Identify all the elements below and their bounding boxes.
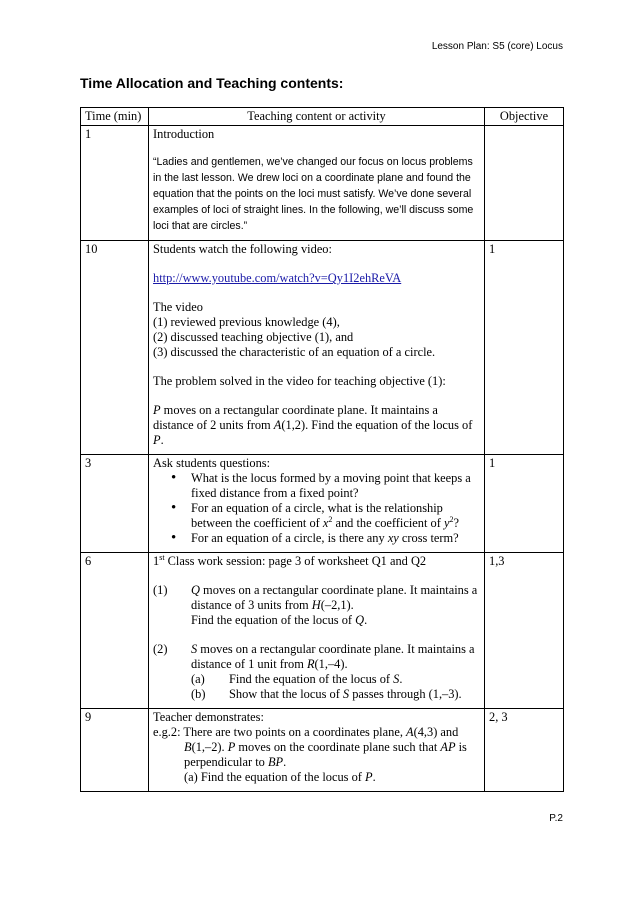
table-row <box>81 455 564 553</box>
objective-cell: 1 <box>485 455 564 553</box>
objective-cell: 1,3 <box>485 553 564 709</box>
list-item: • For an equation of a circle, is there any xy cross term? <box>153 531 480 546</box>
question-1 <box>153 583 480 628</box>
header-content: Teaching content or activity <box>149 108 485 126</box>
header-objective: Objective <box>485 108 564 126</box>
problem-intro: The problem solved in the video for teaching objective (1): <box>153 374 446 388</box>
question-number: (2) <box>153 642 168 656</box>
video-point: (1) reviewed previous knowledge (4), <box>153 315 340 329</box>
content-cell <box>149 553 485 709</box>
video-point: (2) discussed teaching objective (1), and <box>153 330 354 344</box>
objective-cell: 1 <box>485 241 564 455</box>
section-title: Time Allocation and Teaching contents: <box>80 75 344 91</box>
content-cell <box>149 455 485 553</box>
time-cell: 6 <box>81 553 149 709</box>
intro-quote: “Ladies and gentlemen, we’ve changed our focus on locus problems in the last lesson. We drew loci on a coordinate plane and found the equation that the points on the loci must satisfy. We’ve done several examples of loci of straight lines. In the following, we’ll discuss some loci that are circles.” <box>153 156 474 232</box>
content-cell <box>149 126 485 241</box>
var-p: P <box>153 403 161 417</box>
table-header-row <box>81 108 564 126</box>
sub-question-text: Find the equation of the locus of S. <box>229 672 403 686</box>
problem-text: P moves on a rectangular coordinate plane. It maintains a distance of 2 units from A(1,2). Find the equation of the locus of P. <box>153 403 473 447</box>
example-part-a: (a) Find the equation of the locus of P. <box>184 770 376 784</box>
video-intro: Students watch the following video: <box>153 242 332 256</box>
time-cell: 3 <box>81 455 149 553</box>
content-cell <box>149 241 485 455</box>
demo-intro: Teacher demonstrates: <box>153 710 264 724</box>
video-point: (3) discussed the characteristic of an equation of a circle. <box>153 345 436 359</box>
time-cell: 10 <box>81 241 149 455</box>
questions-intro: Ask students questions: <box>153 456 271 470</box>
session-title: 1st Class work session: page 3 of worksheet Q1 and Q2 <box>153 552 427 568</box>
sub-question-b: (b) Show that the locus of S passes through (1,–3). <box>191 687 462 701</box>
objective-cell <box>485 126 564 241</box>
time-cell: 9 <box>81 709 149 792</box>
example-text: e.g.2: There are two points on a coordinates plane, A(4,3) and B(1,–2). P moves on the coordinate plane such that AP is perpendicular to BP. <box>153 725 467 769</box>
video-heading: The video <box>153 300 203 314</box>
list-item: • What is the locus formed by a moving point that keeps a fixed distance from a fixed point? <box>153 471 480 501</box>
table-row <box>81 709 564 792</box>
questions-list <box>153 471 480 546</box>
content-cell <box>149 709 485 792</box>
page-number: P.2 <box>549 813 563 824</box>
row-title: Introduction <box>153 127 215 141</box>
question-text: Q moves on a rectangular coordinate plane. It maintains a distance of 3 units from H(–2,1). <box>191 583 478 612</box>
page-header: Lesson Plan: S5 (core) Locus <box>431 41 563 52</box>
table-row <box>81 553 564 709</box>
video-link[interactable]: http://www.youtube.com/watch?v=Qy1I2ehReVA <box>153 271 402 285</box>
sub-question-a: (a) Find the equation of the locus of S. <box>191 672 403 686</box>
lesson-table <box>80 107 564 792</box>
sub-question-text: Show that the locus of S passes through (1,–3). <box>229 687 462 701</box>
question-2 <box>153 642 480 672</box>
table-row <box>81 126 564 241</box>
header-time: Time (min) <box>81 108 149 126</box>
time-cell: 1 <box>81 126 149 241</box>
table-row <box>81 241 564 455</box>
question-task: Find the equation of the locus of Q. <box>191 613 368 627</box>
question-text: S moves on a rectangular coordinate plane. It maintains a distance of 1 unit from R(1,–4). <box>191 642 475 671</box>
question-number: (1) <box>153 583 168 597</box>
objective-cell: 2, 3 <box>485 709 564 792</box>
list-item: • For an equation of a circle, what is the relationship between the coefficient of $x^2$ and the coefficient of $y^2$? <box>153 501 480 531</box>
